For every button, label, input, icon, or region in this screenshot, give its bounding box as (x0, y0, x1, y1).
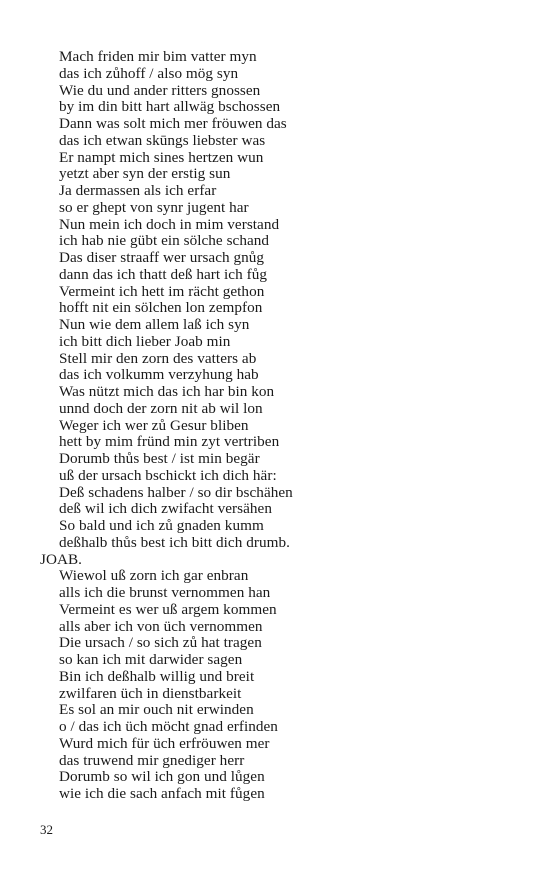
verse-line: Deß schadens halber / so dir bschähen (59, 483, 293, 501)
verse-line: das ich zůhoff / also mög syn (59, 64, 239, 82)
verse-line: Wurd mich für üch erfröuwen mer (59, 734, 270, 752)
verse-line: alls aber ich von üch vernommen (59, 617, 263, 635)
verse-line: So bald und ich zů gnaden kumm (59, 517, 264, 534)
verse-line: das truwend mir gnediger herr (59, 751, 245, 769)
verse-line: Vermeint ich hett im rächt gethon (59, 282, 265, 300)
verse-line: yetzt aber syn der erstig sun (59, 165, 231, 183)
verse-line: uß der ursach bschickt ich dich här: (59, 466, 277, 484)
speaker-name: JOAB. (40, 550, 83, 568)
verse-line: ich hab nie gübt ein sölche schand (59, 232, 270, 250)
verse-line: Nun mein ich doch in mim verstand (59, 215, 280, 233)
verse-line: alls ich die brunst vernommen han (59, 584, 271, 601)
verse-line: ich bitt dich lieber Joab min (59, 332, 231, 350)
verse-line: Mach friden mir bim vatter myn (59, 48, 257, 65)
verse-line: dann das ich thatt deß hart ich fůg (59, 265, 267, 283)
verse-line: Er nampt mich sines hertzen wun (59, 148, 264, 166)
verse-line: das ich volkumm verzyhung hab (59, 366, 259, 384)
verse-line: Es sol an mir ouch nit erwinden (59, 701, 254, 719)
verse-line: hofft nit ein sölchen lon zempfon (59, 299, 263, 317)
page-number: 32 (40, 822, 53, 837)
verse-line: Wiewol uß zorn ich gar enbran (59, 567, 249, 585)
verse-line: das ich etwan skūngs liebster was (59, 131, 266, 149)
verse-line: deß wil ich dich zwifacht versähen (59, 500, 272, 518)
verse-line: Das diser straaff wer ursach gnůg (59, 249, 265, 266)
verse-line: Weger ich wer zů Gesur bliben (59, 416, 249, 434)
verse-block-joab (40, 568, 520, 803)
verse-line: hett by mim fründ min zyt vertriben (59, 433, 280, 451)
verse-line: wie ich die sach anfach mit fůgen (59, 785, 265, 802)
verse-line: Dorumb so wil ich gon und lůgen (59, 768, 265, 786)
play-text (40, 49, 520, 803)
verse-line: Die ursach / so sich zů hat tragen (59, 634, 262, 652)
verse-line: Nun wie dem allem laß ich syn (59, 316, 250, 333)
verse-line: Dorumb thůs best / ist min begär (59, 450, 260, 467)
verse-line: by im din bitt hart allwäg bschossen (59, 98, 281, 116)
verse-line: o / das ich üch möcht gnad erfinden (59, 718, 278, 735)
verse-block-first-speaker (40, 49, 520, 552)
verse-line: unnd doch der zorn nit ab wil lon (59, 399, 263, 417)
verse-line: Wie du und ander ritters gnossen (59, 81, 261, 99)
verse-line: zwilfaren üch in dienstbarkeit (59, 684, 242, 702)
verse-line: so kan ich mit darwider sagen (59, 651, 243, 668)
verse-line: Ja dermassen als ich erfar (59, 182, 217, 199)
verse-line: deßhalb thůs best ich bitt dich drumb. (59, 533, 290, 551)
verse-line: Bin ich deßhalb willig und breit (59, 667, 255, 685)
verse-line: Dann was solt mich mer fröuwen das (59, 115, 287, 132)
verse-line: Vermeint es wer uß argem kommen (59, 600, 277, 618)
verse-line: so er ghept von synr jugent har (59, 198, 249, 216)
verse-line: Was nützt mich das ich har bin kon (59, 383, 275, 400)
verse-line: Stell mir den zorn des vatters ab (59, 349, 257, 367)
